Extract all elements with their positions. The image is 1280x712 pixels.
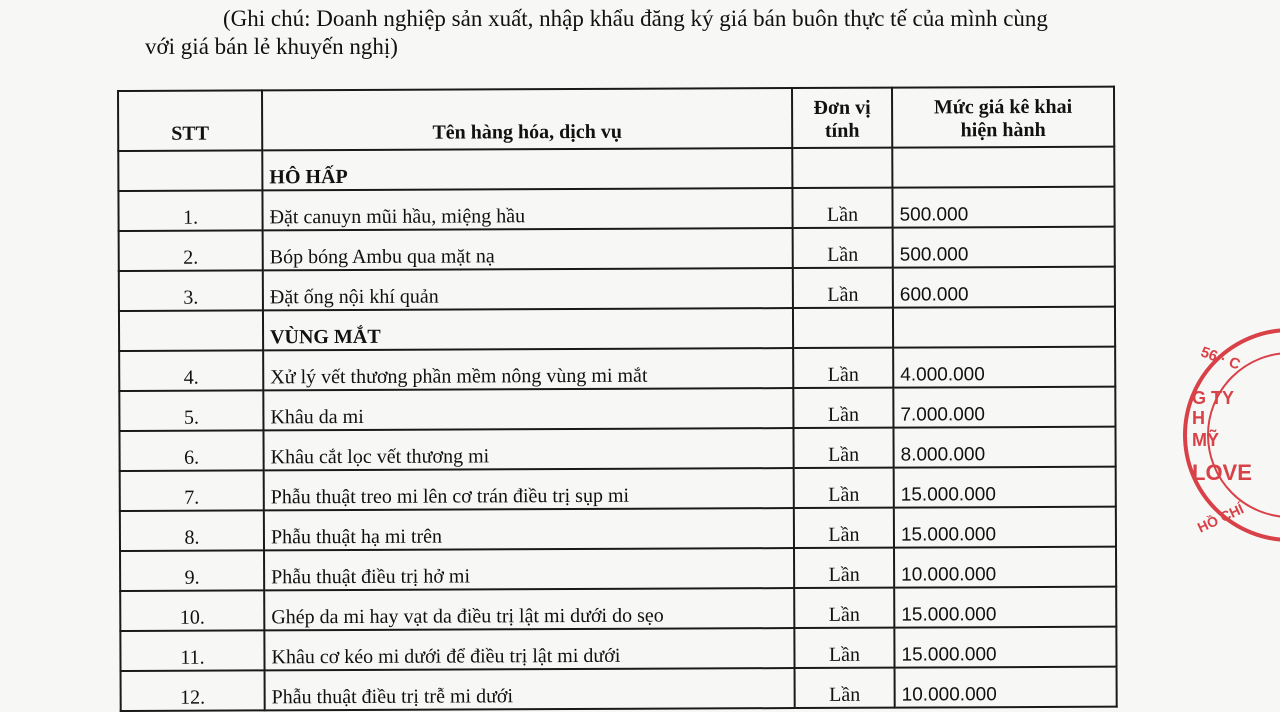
cell-name: Phẫu thuật điều trị trễ mi dưới <box>265 668 795 710</box>
cell-name: Khâu da mi <box>263 388 793 430</box>
note-line-2: với giá bán lẻ khuyến nghị) <box>145 34 398 59</box>
header-price-line1: Mức giá kê khai <box>933 95 1073 119</box>
cell-name: HÔ HẤP <box>262 148 792 190</box>
cell-unit: Lần <box>794 508 894 548</box>
stamp-text-2: G TY <box>1192 388 1235 408</box>
cell-stt <box>119 310 263 351</box>
table-row <box>119 307 1115 351</box>
cell-stt: 8. <box>120 510 264 551</box>
cell-stt: 7. <box>120 470 264 511</box>
header-unit-line1: Đơn vị <box>813 96 871 119</box>
stamp-text-3: H <box>1192 408 1205 428</box>
cell-name: VÙNG MẮT <box>263 308 793 350</box>
cell-price: 8.000.000 <box>893 427 1115 468</box>
cell-stt: 9. <box>120 550 264 591</box>
stamp-text-5: LOVE <box>1192 460 1252 485</box>
stamp-text-6: HỒ CHÍ <box>1194 500 1247 536</box>
cell-stt: 1. <box>118 190 262 231</box>
header-price <box>892 87 1114 148</box>
cell-unit: Lần <box>793 228 893 268</box>
cell-price: 15.000.000 <box>894 627 1116 668</box>
cell-price <box>892 147 1114 188</box>
table-row <box>120 547 1116 591</box>
table-row <box>119 427 1115 471</box>
cell-price: 10.000.000 <box>895 667 1117 708</box>
cell-price: 10.000.000 <box>894 547 1116 588</box>
cell-price: 500.000 <box>893 227 1115 268</box>
table-row <box>120 467 1116 511</box>
cell-name: Khâu cơ kéo mi dưới để điều trị lật mi dưới <box>264 628 794 670</box>
cell-unit <box>793 308 893 348</box>
stamp-text-4: MỸ <box>1192 430 1219 450</box>
table-row <box>118 187 1114 231</box>
cell-name: Ghép da mi hay vạt da điều trị lật mi dưới do sẹo <box>264 588 794 630</box>
cell-name: Đặt ống nội khí quản <box>263 268 793 310</box>
cell-name: Bóp bóng Ambu qua mặt nạ <box>263 228 793 270</box>
table-row <box>120 587 1116 631</box>
cell-name: Phẫu thuật điều trị hở mi <box>264 548 794 590</box>
table-row <box>121 667 1117 711</box>
cell-price: 500.000 <box>892 187 1114 228</box>
cell-stt: 4. <box>119 350 263 391</box>
cell-stt <box>118 150 262 191</box>
header-unit <box>792 88 892 148</box>
table-row <box>119 347 1115 391</box>
cell-price: 15.000.000 <box>894 587 1116 628</box>
cell-name: Đặt canuyn mũi hầu, miệng hầu <box>262 188 792 230</box>
header-unit-line2: tính <box>824 119 860 142</box>
cell-price: 15.000.000 <box>894 467 1116 508</box>
cell-name: Phẫu thuật hạ mi trên <box>264 508 794 550</box>
cell-unit: Lần <box>793 268 893 308</box>
cell-name: Khâu cắt lọc vết thương mi <box>263 428 793 470</box>
table-row <box>119 267 1115 311</box>
note-line-1: (Ghi chú: Doanh nghiệp sản xuất, nhập khẩu đăng ký giá bán buôn thực tế của mình cùng <box>223 6 1048 31</box>
cell-unit: Lần <box>792 188 892 228</box>
cell-unit: Lần <box>794 588 894 628</box>
cell-unit: Lần <box>793 348 893 388</box>
cell-unit: Lần <box>794 468 894 508</box>
cell-price: 4.000.000 <box>893 347 1115 388</box>
cell-unit: Lần <box>794 548 894 588</box>
cell-stt: 10. <box>120 590 264 631</box>
table-row <box>120 627 1116 671</box>
company-stamp <box>1170 320 1280 550</box>
cell-stt: 3. <box>119 270 263 311</box>
note-paragraph <box>145 5 1145 61</box>
table-header-row <box>118 87 1114 151</box>
cell-unit: Lần <box>793 428 893 468</box>
cell-name: Xử lý vết thương phần mềm nông vùng mi mắt <box>263 348 793 390</box>
cell-unit: Lần <box>793 388 893 428</box>
cell-unit <box>792 148 892 188</box>
cell-price: 7.000.000 <box>893 387 1115 428</box>
cell-stt: 12. <box>121 670 265 711</box>
table-row <box>119 227 1115 271</box>
cell-stt: 6. <box>119 430 263 471</box>
table-row <box>120 507 1116 551</box>
price-table <box>117 86 1118 712</box>
cell-name: Phẫu thuật treo mi lên cơ trán điều trị sụp mi <box>264 468 794 510</box>
cell-price: 600.000 <box>893 267 1115 308</box>
cell-stt: 2. <box>119 230 263 271</box>
cell-price <box>893 307 1115 348</box>
cell-stt: 11. <box>120 630 264 671</box>
table-row <box>119 387 1115 431</box>
cell-unit: Lần <box>795 668 895 708</box>
header-price-line2: hiện hành <box>960 118 1046 142</box>
stamp-text-1: 56 · C <box>1198 343 1243 374</box>
cell-price: 15.000.000 <box>894 507 1116 548</box>
header-name: Tên hàng hóa, dịch vụ <box>262 88 792 150</box>
header-stt: STT <box>118 90 262 151</box>
table-row <box>118 147 1114 191</box>
cell-unit: Lần <box>794 628 894 668</box>
cell-stt: 5. <box>119 390 263 431</box>
